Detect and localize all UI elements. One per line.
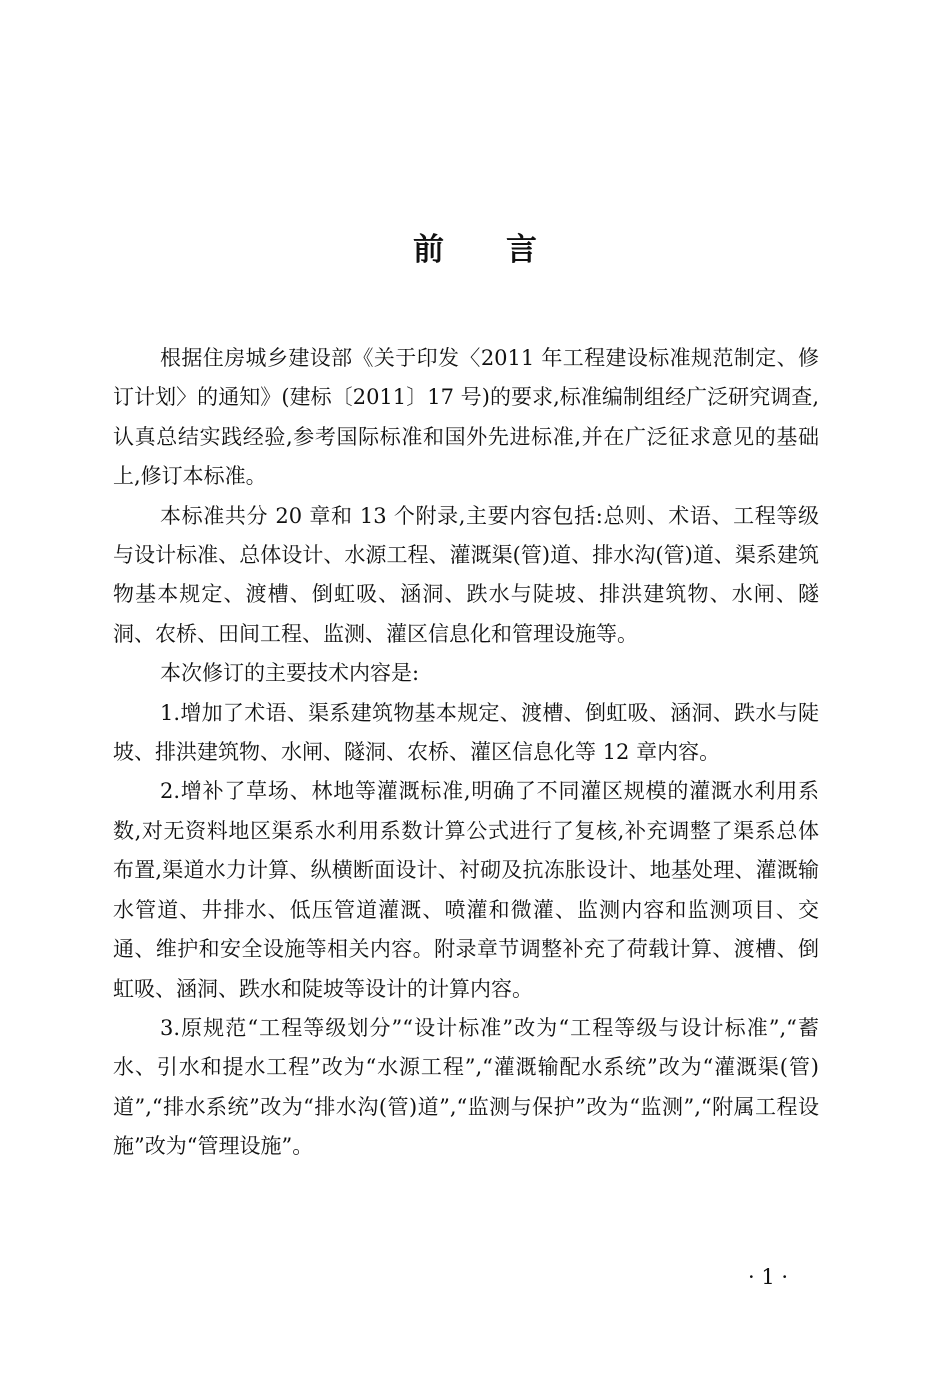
body-text [113, 339, 819, 1167]
paragraph-revision-intro: 本次修订的主要技术内容是: [160, 661, 420, 686]
paragraph-background: 根据住房城乡建设部《关于印发〈2011 年工程建设标准规范制定、修订计划〉的通知》(建标〔2011〕17 号)的要求,标准编制组经广泛研究调查,认真总结实践经验,参考国际标准和国外先进标准,并在广泛征求意见的基础上,修订本标准。 [113, 346, 819, 489]
page-number: · 1 · [747, 1265, 789, 1289]
paragraph-revision-item-1: 1.增加了术语、渠系建筑物基本规定、渡槽、倒虹吸、涵洞、跌水与陡坡、排洪建筑物、水闸、隧洞、农桥、灌区信息化等 12 章内容。 [113, 700, 819, 765]
page-title: 前言 [413, 232, 599, 268]
paragraph-revision-item-2: 2.增补了草场、林地等灌溉标准,明确了不同灌区规模的灌溉水利用系数,对无资料地区渠系水利用系数计算公式进行了复核,补充调整了渠系总体布置,渠道水力计算、纵横断面设计、衬砌及抗冻胀设计、地基处理、灌溉输水管道、井排水、低压管道灌溉、喷灌和微灌、监测内容和监测项目、交通、维护和安全设施等相关内容。附录章节调整补充了荷载计算、渡槽、倒虹吸、涵洞、跌水和陡坡等设计的计算内容。 [113, 779, 819, 1001]
paragraph-contents-summary: 本标准共分 20 章和 13 个附录,主要内容包括:总则、术语、工程等级与设计标准、总体设计、水源工程、灌溉渠(管)道、排水沟(管)道、渠系建筑物基本规定、渡槽、倒虹吸、涵洞、跌水与陡坡、排洪建筑物、水闸、隧洞、农桥、田间工程、监测、灌区信息化和管理设施等。 [113, 503, 819, 646]
paragraph-revision-item-3: 3.原规范“工程等级划分”“设计标准”改为“工程等级与设计标准”,“蓄水、引水和提水工程”改为“水源工程”,“灌溉输配水系统”改为“灌溉渠(管)道”,“排水系统”改为“排水沟(管)道”,“监测与保护”改为“监测”,“附属工程设施”改为“管理设施”。 [113, 1015, 819, 1159]
